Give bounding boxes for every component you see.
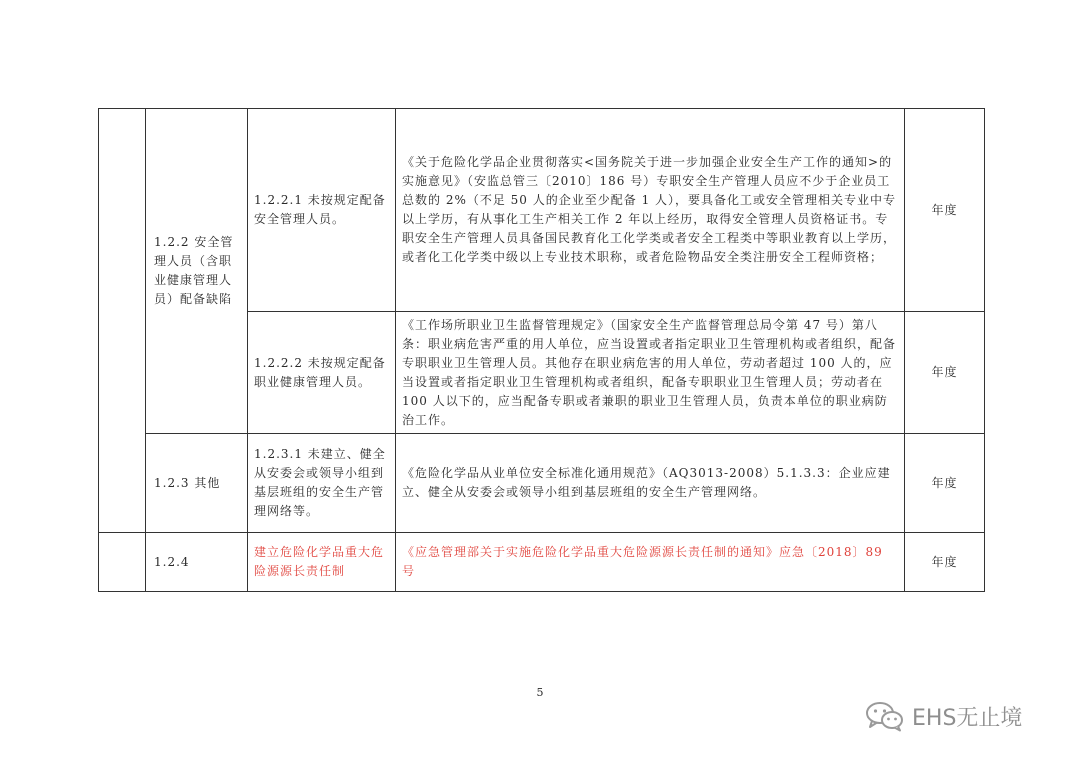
index-cell xyxy=(99,109,146,533)
section-name-cell: 1.2.2 安全管理人员（含职业健康管理人员）配备缺陷 xyxy=(146,109,248,434)
page-number: 5 xyxy=(536,686,544,699)
table-row xyxy=(99,434,985,533)
basis-cell: 《应急管理部关于实施危险化学品重大危险源源长责任制的通知》应急〔2018〕89 号 xyxy=(396,533,905,592)
watermark xyxy=(864,700,1022,732)
wechat-icon xyxy=(864,700,906,732)
sub-item-cell: 1.2.3.1 未建立、健全从安委会或领导小组到基层班组的安全生产管理网络等。 xyxy=(248,434,396,533)
requirements-table xyxy=(98,108,985,592)
index-cell xyxy=(99,533,146,592)
frequency-cell: 年度 xyxy=(905,533,985,592)
table-row xyxy=(99,533,985,592)
frequency-cell: 年度 xyxy=(905,434,985,533)
table-row xyxy=(99,109,985,312)
sub-item-cell: 建立危险化学品重大危险源源长责任制 xyxy=(248,533,396,592)
basis-cell: 《工作场所职业卫生监督管理规定》（国家安全生产监督管理总局令第 47 号）第八条：职业病危害严重的用人单位，应当设置或者指定职业卫生管理机构或者组织，配备专职职业卫生管理人员。其他存在职业病危害的用人单位，劳动者超过 100 人的，应当设置或者指定职业卫生管理机构或者组织，配备专职职业卫生管理人员；劳动者在 100 人以下的，应当配备专职或者兼职的职业卫生管理人员，负责本单位的职业病防治工作。 xyxy=(396,312,905,434)
frequency-cell: 年度 xyxy=(905,109,985,312)
sub-item-cell: 1.2.2.1 未按规定配备安全管理人员。 xyxy=(248,109,396,312)
section-name-cell: 1.2.3 其他 xyxy=(146,434,248,533)
watermark-text: EHS无止境 xyxy=(912,705,1023,731)
frequency-cell: 年度 xyxy=(905,312,985,434)
basis-cell: 《危险化学品从业单位安全标准化通用规范》（AQ3013-2008）5.1.3.3：企业应建立、健全从安委会或领导小组到基层班组的安全生产管理网络。 xyxy=(396,434,905,533)
sub-item-cell: 1.2.2.2 未按规定配备职业健康管理人员。 xyxy=(248,312,396,434)
basis-cell: 《关于危险化学品企业贯彻落实<国务院关于进一步加强企业安全生产工作的通知>的实施意见》（安监总管三〔2010〕186 号）专职安全生产管理人员应不少于企业员工总数的 2%（不足 50 人的企业至少配备 1 人），要具备化工或安全管理相关专业中专以上学历，有从事化工生产相关工作 2 年以上经历，取得安全管理人员资格证书。专职安全生产管理人员具备国民教育化工化学类或者安全工程类中等职业教育以上学历，或者化工化学类中级以上专业技术职称，或者危险物品安全类注册安全工程师资格； xyxy=(396,109,905,312)
section-name-cell: 1.2.4 xyxy=(146,533,248,592)
